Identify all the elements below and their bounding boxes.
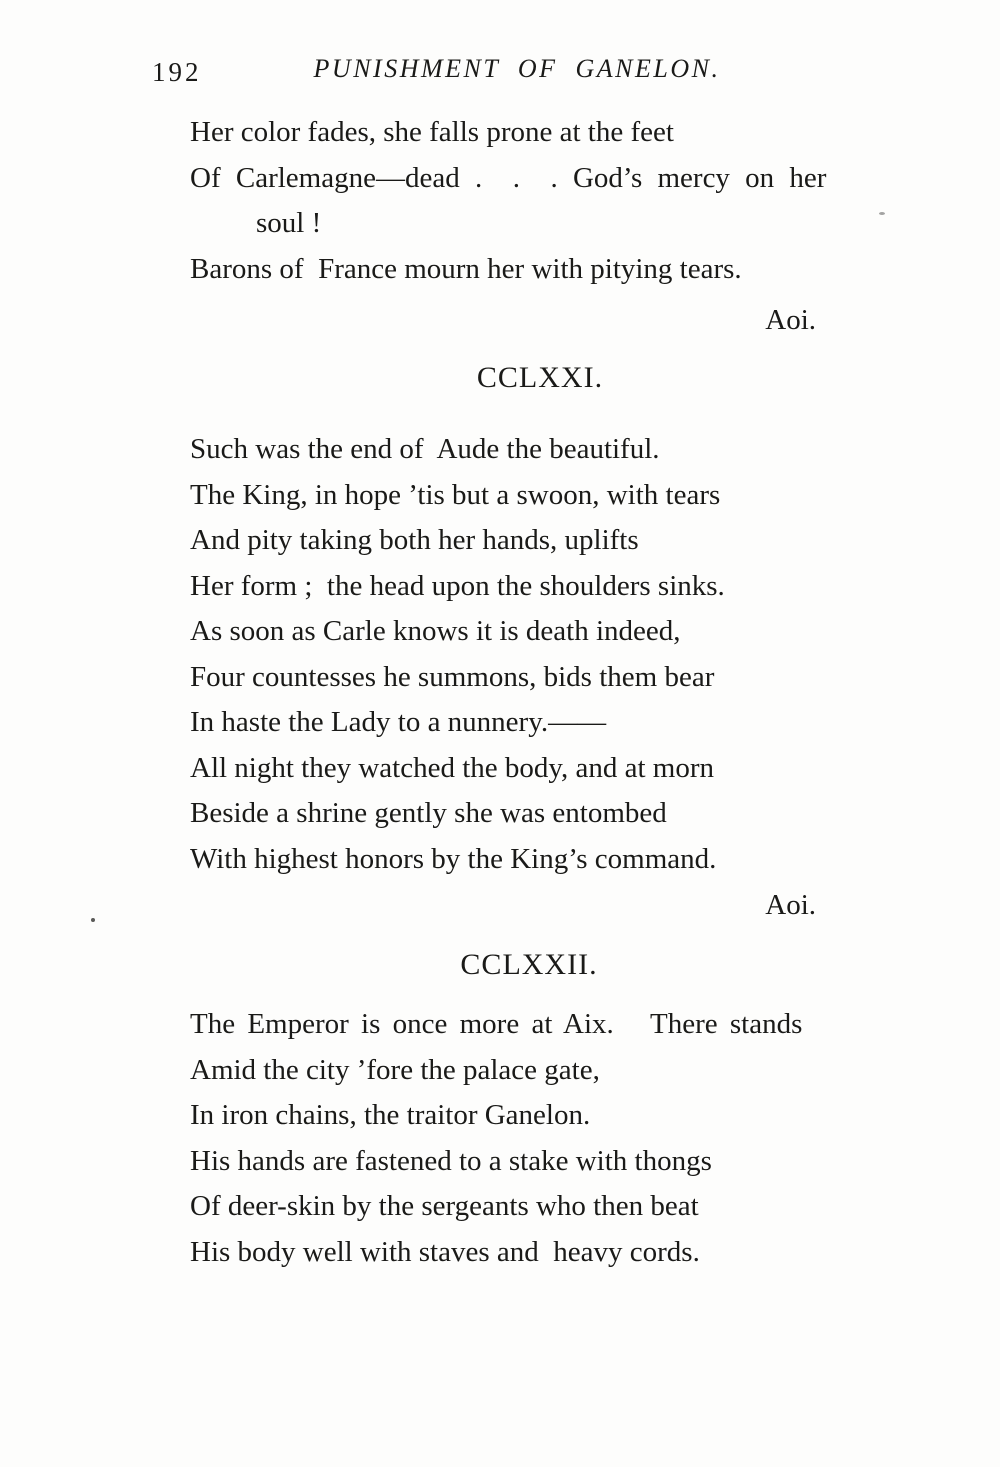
poem-line: Such was the end of Aude the beautiful.	[190, 433, 660, 465]
stanza-cclxxi	[190, 358, 890, 928]
stanza-end-of-cclxx	[190, 110, 890, 343]
poem-line: Of deer-skin by the sergeants who then beat	[190, 1190, 699, 1222]
poem-line: Amid the city ’fore the palace gate,	[190, 1053, 600, 1086]
stanza-cclxxii	[190, 945, 890, 1275]
page-number: 192	[152, 57, 202, 87]
poem-line: His body well with staves and heavy cords.	[190, 1235, 700, 1268]
scan-speck	[879, 212, 885, 215]
poem-text	[190, 110, 890, 1275]
poem-line: The Emperor is once more at Aix. There stands	[190, 1008, 803, 1040]
poem-line: Of Carlemagne—dead . . . God’s mercy on her	[190, 161, 827, 194]
poem-line: In iron chains, the traitor Ganelon.	[190, 1099, 591, 1131]
poem-line: And pity taking both her hands, uplifts	[190, 524, 639, 556]
running-header	[0, 54, 1000, 90]
poem-line: With highest honors by the King’s command.	[190, 842, 717, 875]
poem-line: All night they watched the body, and at morn	[190, 751, 715, 784]
running-title: PUNISHMENT OF GANELON.	[313, 54, 721, 83]
poem-line: Barons of France mourn her with pitying tears.	[190, 252, 742, 285]
aoi-refrain-marker: Aoi.	[765, 304, 816, 336]
poem-line: Beside a shrine gently she was entombed	[190, 797, 667, 829]
laisse-heading-cclxxii: CCLXXII.	[460, 948, 598, 981]
poem-line: As soon as Carle knows it is death indeed,	[190, 615, 681, 647]
poem-line: The King, in hope ’tis but a swoon, with tears	[190, 478, 721, 511]
poem-line: Four countesses he summons, bids them bear	[190, 660, 715, 693]
poem-line: In haste the Lady to a nunnery.——	[190, 706, 607, 738]
laisse-heading-cclxxi: CCLXXI.	[476, 361, 604, 394]
poem-line: Her color fades, she falls prone at the feet	[190, 116, 674, 148]
poem-line: His hands are fastened to a stake with thongs	[190, 1144, 712, 1177]
poem-line: Her form ; the head upon the shoulders sinks.	[190, 569, 725, 602]
poem-line-continuation: soul !	[256, 207, 322, 239]
aoi-refrain-marker: Aoi.	[765, 889, 816, 921]
scan-speck	[91, 918, 95, 922]
